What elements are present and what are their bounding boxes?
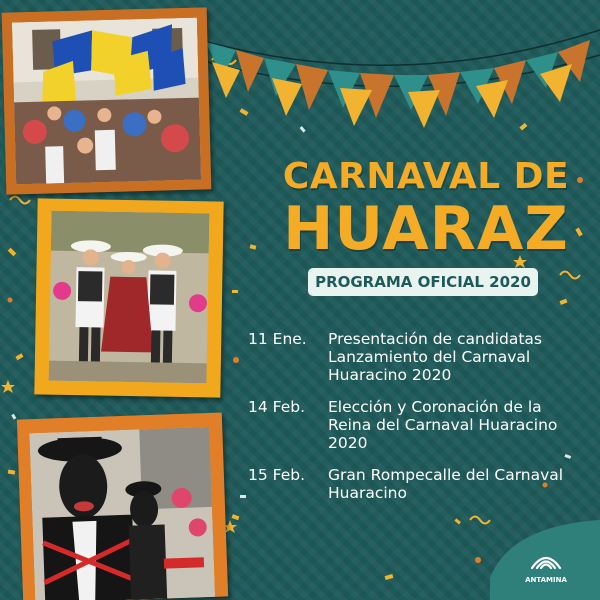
event-line: 2020 [328, 434, 368, 452]
polaroid-frame-2 [34, 198, 223, 397]
photo-masked-dancers [29, 427, 215, 600]
title-line-2: HUARAZ [283, 194, 569, 264]
event-schedule [248, 330, 593, 516]
event-line: Lanzamiento del Carnaval [328, 348, 531, 366]
event-line: Huaracino [328, 484, 407, 502]
event-line: Reina del Carnaval Huaracino [328, 416, 558, 434]
event-date: 14 Feb. [248, 398, 306, 416]
polaroid-frame-1 [2, 7, 212, 194]
program-badge: PROGRAMA OFICIAL 2020 [308, 268, 538, 296]
event-description [328, 466, 593, 502]
logo-text: ANTAMINA [525, 576, 567, 584]
event-line: Elección y Coronación de la [328, 398, 542, 416]
antamina-logo [490, 518, 600, 600]
event-item [248, 330, 593, 384]
event-line: Huaracino 2020 [328, 366, 452, 384]
photo-traditional-dancers [49, 211, 210, 384]
event-line: Presentación de candidatas [328, 330, 542, 348]
photo-crowd-flags [12, 18, 201, 185]
event-description [328, 398, 593, 452]
polaroid-frame-3 [17, 412, 228, 600]
event-item [248, 466, 593, 502]
event-date: 11 Ene. [248, 330, 307, 348]
event-description [328, 330, 593, 384]
event-date: 15 Feb. [248, 466, 306, 484]
title-line-1: CARNAVAL DE [282, 156, 570, 197]
event-item [248, 398, 593, 452]
event-line: Gran Rompecalle del Carnaval [328, 466, 564, 484]
